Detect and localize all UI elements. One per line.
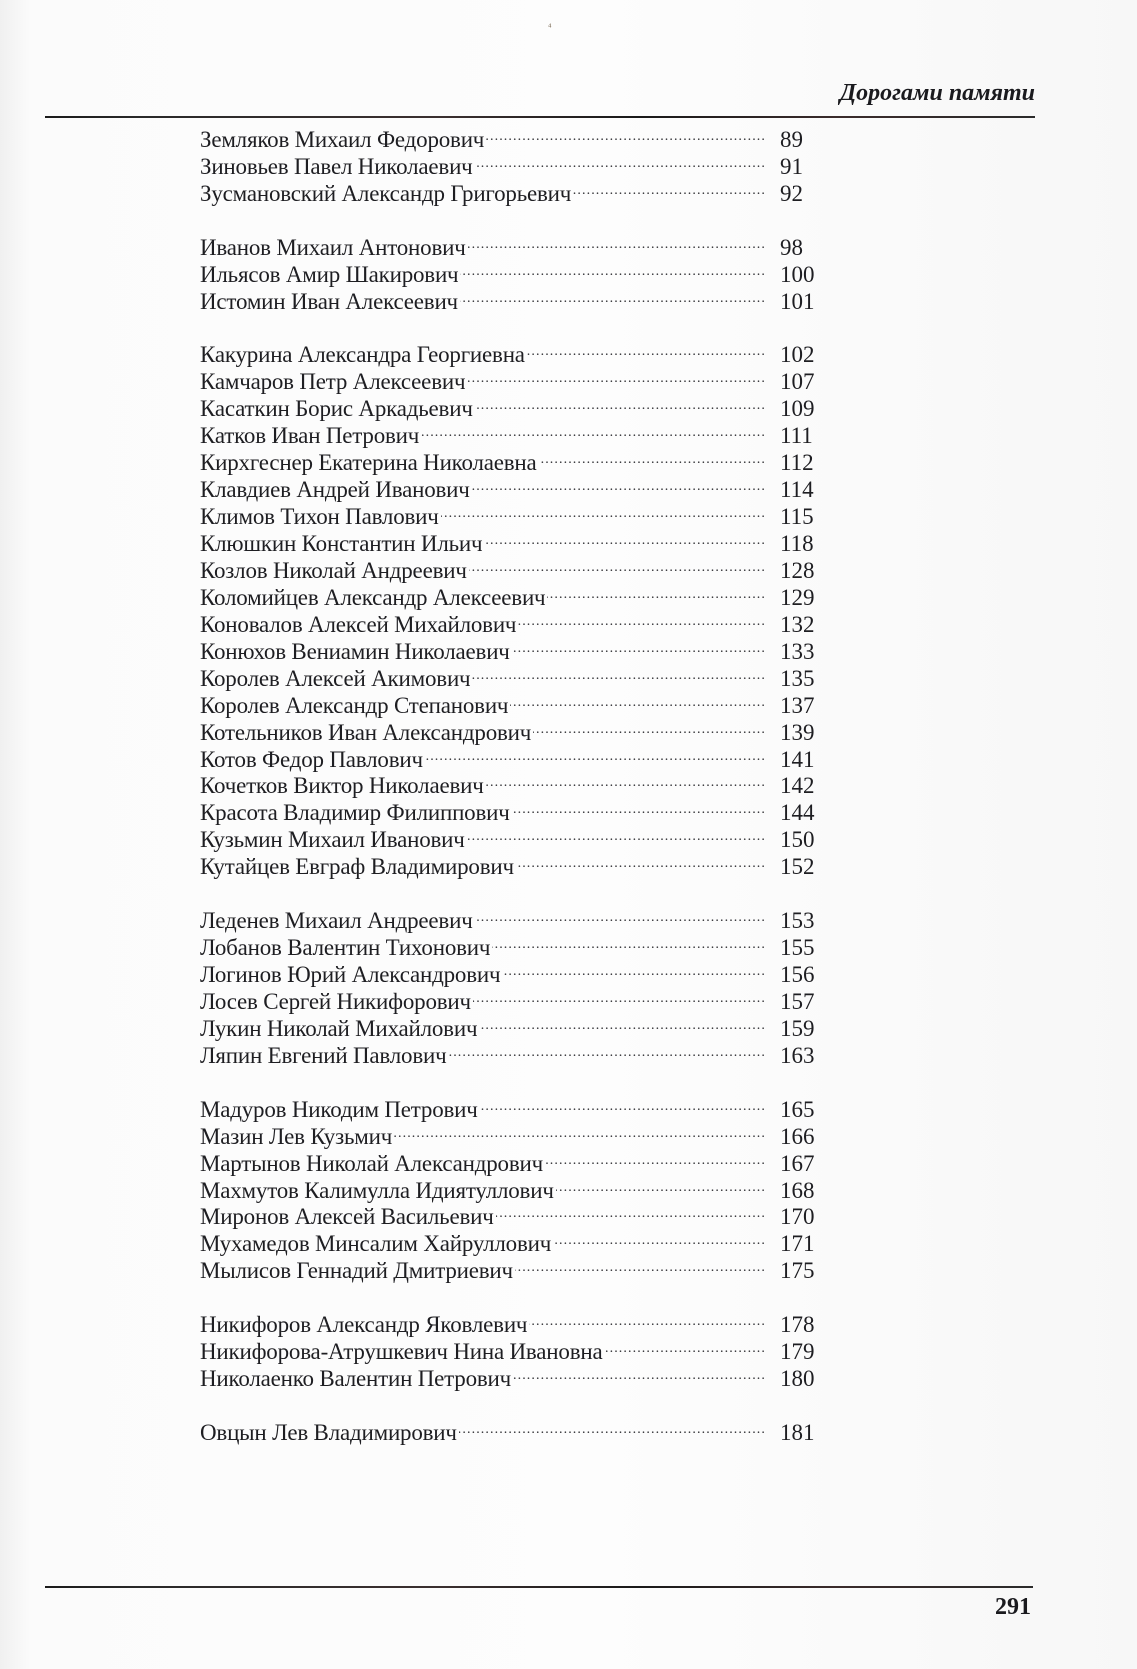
dot-leader	[512, 793, 766, 820]
dot-leader	[529, 1305, 766, 1332]
toc-entry-page: 170	[780, 1204, 815, 1230]
dot-leader	[492, 928, 766, 955]
toc-entry	[200, 982, 820, 1014]
toc-entry-page: 150	[780, 827, 815, 853]
toc-entry	[200, 1413, 820, 1445]
toc-entry-page: 156	[780, 962, 815, 987]
toc-entry-name: Мадуров Никодим Петрович	[200, 1096, 478, 1122]
toc-entry	[200, 847, 820, 880]
toc-entry-name: Леденев Михаил Андреевич	[200, 908, 473, 934]
dot-leader	[496, 1198, 766, 1225]
dot-leader	[545, 1144, 766, 1171]
toc-entry-page: 137	[780, 692, 815, 718]
group-spacer	[200, 1278, 820, 1305]
toc-entry	[200, 416, 820, 449]
toc-entry-name: Касаткин Борис Аркадьевич	[200, 396, 473, 422]
toc-entry-page: 98	[780, 234, 803, 260]
toc-entry-name: Красота Владимир Филиппович	[200, 800, 510, 826]
toc-entry-name: Конюхов Вениамин Николаевич	[200, 638, 510, 664]
dot-leader	[394, 1117, 766, 1144]
toc-entry	[200, 443, 820, 476]
toc-entry	[200, 1171, 820, 1203]
toc-entry-page: 178	[780, 1312, 815, 1338]
toc-entry-name: Козлов Николай Андреевич	[200, 557, 467, 583]
toc-entry-page: 180	[780, 1366, 815, 1392]
toc-entry-page: 175	[780, 1258, 815, 1284]
toc-entry-page: 163	[780, 1042, 815, 1068]
dot-leader	[515, 1251, 766, 1278]
dot-leader	[441, 497, 766, 524]
toc-entry-name: Коновалов Алексей Михайлович	[200, 611, 517, 637]
toc-entry	[200, 1090, 820, 1122]
dot-leader	[469, 551, 766, 578]
toc-entry-page: 157	[780, 988, 815, 1014]
toc-entry	[200, 928, 820, 961]
toc-entry-page: 107	[780, 369, 815, 395]
dot-leader	[510, 686, 766, 713]
toc-entry	[200, 1036, 820, 1068]
toc-entry-name: Котельников Иван Александрович	[200, 719, 532, 745]
toc-entry	[200, 174, 820, 206]
toc-entry-page: 152	[780, 854, 815, 880]
toc-entry-name: Мартынов Николай Александрович	[200, 1150, 543, 1176]
toc-entry-name: Ильясов Амир Шакирович	[200, 261, 459, 287]
toc-entry-name: Никифорова-Атрушкевич Нина Ивановна	[200, 1339, 603, 1365]
toc-entry-name: Лобанов Валентин Тихонович	[200, 935, 491, 961]
toc-entry-name: Какурина Александра Георгиевна	[200, 342, 525, 368]
toc-entry-page: 159	[780, 1015, 815, 1041]
toc-entry	[200, 578, 820, 610]
toc-entry	[200, 524, 820, 556]
dot-leader	[516, 847, 766, 874]
toc-entry	[200, 820, 820, 853]
dot-leader	[513, 1359, 766, 1386]
dot-leader	[425, 740, 766, 767]
toc-entry	[200, 686, 820, 718]
toc-entry-page: 89	[780, 126, 803, 152]
page-number: 291	[995, 1594, 1031, 1620]
toc-entry-name: Никифоров Александр Яковлевич	[200, 1312, 528, 1338]
toc-entry	[200, 793, 820, 826]
table-of-contents	[200, 120, 820, 1445]
dot-leader	[460, 282, 766, 309]
toc-entry-page: 92	[780, 180, 803, 206]
toc-entry-page: 141	[780, 746, 815, 772]
dot-leader	[460, 255, 766, 282]
toc-entry-name: Иванов Михаил Антонович	[200, 234, 466, 260]
toc-entry-name: Логинов Юрий Александрович	[200, 962, 501, 987]
dot-leader	[421, 416, 766, 443]
toc-entry-name: Катков Иван Петрович	[200, 423, 420, 449]
toc-entry-page: 166	[780, 1123, 815, 1149]
dot-leader	[486, 767, 766, 794]
running-title: Дорогами памяти	[839, 80, 1035, 106]
toc-entry	[200, 147, 820, 179]
toc-entry	[200, 955, 820, 987]
toc-entry	[200, 1144, 820, 1176]
dot-leader	[539, 443, 766, 470]
toc-entry	[200, 767, 820, 799]
toc-entry	[200, 497, 820, 530]
toc-entry-name: Клавдиев Андрей Иванович	[200, 477, 470, 503]
toc-entry	[200, 740, 820, 772]
toc-entry-name: Мылисов Геннадий Дмитриевич	[200, 1258, 513, 1284]
footer-rule	[45, 1586, 1033, 1588]
dot-leader	[475, 901, 766, 928]
toc-entry-page: 142	[780, 773, 815, 799]
toc-entry-name: Королев Александр Степанович	[200, 692, 509, 718]
toc-entry-page: 129	[780, 584, 815, 610]
toc-entry-name: Махмутов Калимулла Идиятуллович	[200, 1177, 554, 1203]
dot-leader	[475, 147, 766, 174]
toc-entry	[200, 282, 820, 314]
toc-entry-name: Земляков Михаил Федорович	[200, 126, 485, 152]
dot-leader	[604, 1332, 766, 1359]
toc-entry	[200, 255, 820, 287]
toc-entry-page: 132	[780, 611, 815, 637]
toc-entry-name: Ляпин Евгений Павлович	[200, 1042, 447, 1068]
toc-entry-page: 128	[780, 557, 815, 583]
group-spacer	[200, 201, 820, 228]
toc-entry	[200, 120, 820, 152]
toc-entry-page: 91	[780, 153, 803, 179]
toc-entry	[200, 1251, 820, 1284]
toc-entry-name: Климов Тихон Павлович	[200, 504, 439, 530]
toc-entry-page: 167	[780, 1150, 815, 1176]
toc-entry-name: Котов Федор Павлович	[200, 746, 423, 772]
toc-entry-name: Лукин Николай Михайлович	[200, 1015, 478, 1041]
dot-leader	[480, 1090, 766, 1117]
dot-leader	[512, 632, 766, 659]
dot-leader	[467, 820, 766, 847]
toc-entry-name: Зусмановский Александр Григорьевич	[200, 180, 572, 206]
toc-entry-page: 111	[780, 423, 813, 449]
dot-leader	[472, 470, 766, 497]
paper-speck: ⁴	[548, 22, 552, 33]
toc-entry	[200, 1359, 820, 1392]
group-spacer	[200, 1386, 820, 1413]
toc-entry-name: Мухамедов Минсалим Хайруллович	[200, 1231, 552, 1257]
toc-entry-name: Зиновьев Павел Николаевич	[200, 153, 473, 179]
toc-entry-page: 114	[780, 477, 814, 503]
toc-entry-name: Истомин Иван Алексеевич	[200, 288, 458, 314]
toc-entry-page: 153	[780, 908, 815, 934]
toc-entry-name: Мазин Лев Кузьмич	[200, 1123, 393, 1149]
dot-leader	[527, 336, 766, 363]
dot-leader	[479, 1009, 766, 1036]
toc-entry-page: 171	[780, 1231, 815, 1257]
toc-entry-page: 135	[780, 665, 815, 691]
toc-entry-page: 118	[780, 531, 814, 556]
toc-entry-name: Овцын Лев Владимирович	[200, 1419, 457, 1445]
dot-leader	[486, 120, 766, 147]
toc-entry-name: Кутайцев Евграф Владимирович	[200, 854, 514, 880]
toc-entry	[200, 228, 820, 260]
toc-entry-name: Камчаров Петр Алексеевич	[200, 369, 466, 395]
dot-leader	[468, 228, 766, 255]
toc-entry-page: 112	[780, 450, 814, 476]
toc-entry	[200, 1198, 820, 1230]
toc-entry-page: 139	[780, 719, 815, 745]
dot-leader	[459, 1413, 766, 1440]
group-spacer	[200, 874, 820, 901]
toc-entry-page: 102	[780, 342, 815, 368]
toc-entry	[200, 659, 820, 691]
dot-leader	[553, 1224, 766, 1251]
toc-entry	[200, 1332, 820, 1365]
toc-entry-page: 115	[780, 504, 814, 530]
toc-entry-page: 109	[780, 396, 815, 422]
toc-entry-page: 168	[780, 1177, 815, 1203]
dot-leader	[467, 362, 766, 389]
toc-entry	[200, 605, 820, 637]
header-rule	[45, 116, 1035, 118]
toc-entry-page: 101	[780, 288, 815, 314]
toc-entry	[200, 1305, 820, 1338]
toc-entry	[200, 901, 820, 934]
toc-entry	[200, 1224, 820, 1257]
dot-leader	[448, 1036, 766, 1063]
toc-entry-name: Королев Алексей Акимович	[200, 665, 471, 691]
toc-entry-name: Миронов Алексей Васильевич	[200, 1204, 494, 1230]
dot-leader	[472, 659, 766, 686]
group-spacer	[200, 1063, 820, 1090]
toc-entry-name: Николаенко Валентин Петрович	[200, 1366, 512, 1392]
toc-entry	[200, 632, 820, 664]
dot-leader	[573, 174, 766, 201]
toc-entry	[200, 713, 820, 745]
toc-entry	[200, 362, 820, 395]
dot-leader	[556, 1171, 766, 1198]
toc-entry-page: 179	[780, 1339, 815, 1365]
toc-entry-page: 155	[780, 935, 815, 961]
toc-entry-name: Кочетков Виктор Николаевич	[200, 773, 484, 799]
toc-entry	[200, 551, 820, 583]
toc-entry-page: 144	[780, 800, 815, 826]
toc-entry-page: 100	[780, 261, 815, 287]
toc-entry-page: 181	[780, 1419, 815, 1445]
toc-entry-name: Клюшкин Константин Ильич	[200, 531, 483, 556]
toc-entry	[200, 389, 820, 422]
toc-entry	[200, 336, 820, 368]
toc-entry-page: 165	[780, 1096, 815, 1122]
dot-leader	[547, 578, 766, 605]
dot-leader	[533, 713, 766, 740]
dot-leader	[518, 605, 766, 632]
toc-entry	[200, 1117, 820, 1149]
toc-entry-name: Кирхгеснер Екатерина Николаевна	[200, 450, 537, 476]
dot-leader	[484, 524, 766, 551]
toc-entry	[200, 470, 820, 503]
toc-entry	[200, 1009, 820, 1041]
toc-entry-name: Кузьмин Михаил Иванович	[200, 827, 465, 853]
toc-entry-page: 133	[780, 638, 815, 664]
group-spacer	[200, 309, 820, 336]
toc-entry-name: Лосев Сергей Никифорович	[200, 988, 471, 1014]
dot-leader	[475, 389, 766, 416]
dot-leader	[473, 982, 766, 1009]
dot-leader	[502, 955, 766, 982]
toc-entry-name: Коломийцев Александр Алексеевич	[200, 584, 546, 610]
